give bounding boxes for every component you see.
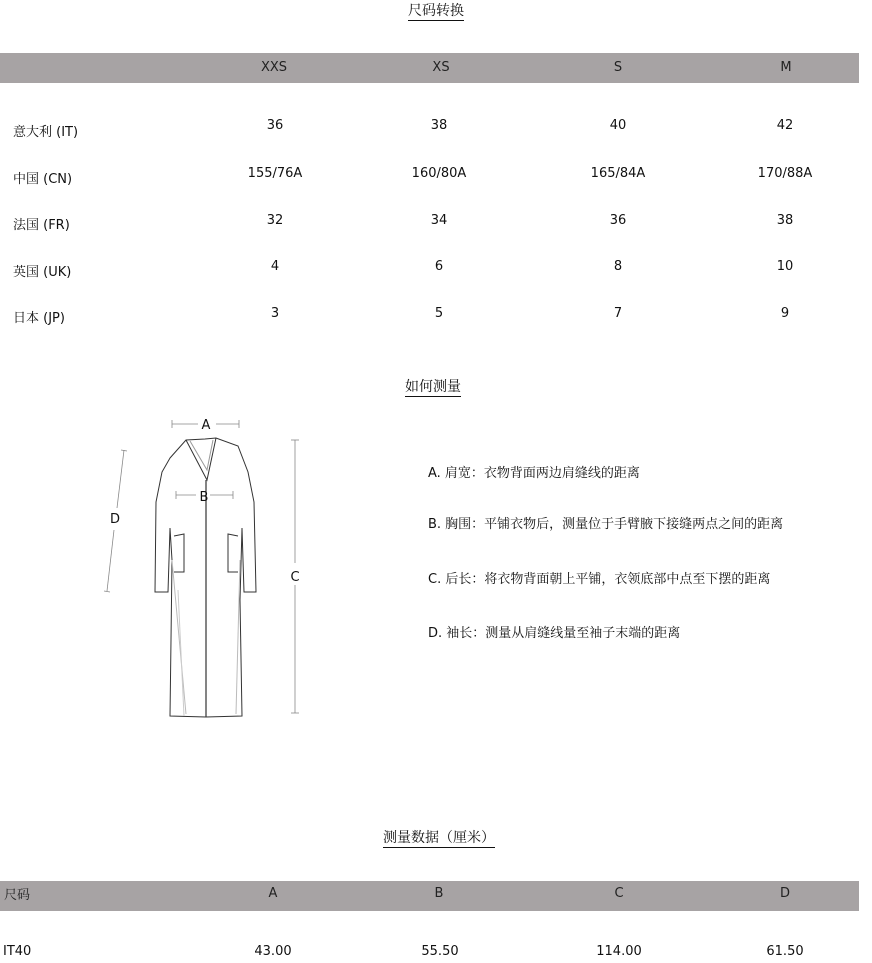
instruction-b: B. 胸围：平铺衣物后，测量位于手臂腋下接缝两点之间的距离 (428, 517, 784, 532)
table-cell: 9 (780, 306, 790, 321)
table-cell: 7 (613, 306, 623, 321)
size-col-xs: XS (432, 60, 450, 75)
row-label-jp: 日本 (JP) (13, 311, 65, 326)
measure-col-d: D (779, 886, 791, 901)
size-conversion-title: 尺码转换 (408, 3, 464, 19)
how-to-measure-title: 如何测量 (405, 379, 461, 395)
table-cell: 38 (430, 118, 448, 133)
coat-measurement-diagram (96, 410, 316, 730)
table-cell: 42 (776, 118, 794, 133)
measure-row-size: IT40 (3, 944, 32, 959)
table-cell: 32 (266, 213, 284, 228)
table-cell: 5 (434, 306, 444, 321)
measure-col-b: B (434, 886, 444, 901)
row-label-cn: 中国 (CN) (13, 172, 73, 187)
table-cell: 4 (270, 259, 280, 274)
table-cell: 160/80A (411, 166, 467, 181)
measure-col-a: A (268, 886, 278, 901)
table-cell: 8 (613, 259, 623, 274)
size-col-xxs: XXS (260, 60, 288, 75)
measurements-header-bar (0, 881, 859, 911)
row-label-uk: 英国 (UK) (13, 265, 72, 280)
table-cell: 43.00 (254, 944, 292, 959)
table-cell: 34 (430, 213, 448, 228)
row-label-fr: 法国 (FR) (13, 218, 70, 233)
table-cell: 155/76A (247, 166, 303, 181)
table-cell: 61.50 (766, 944, 804, 959)
instruction-a: A. 肩宽：衣物背面两边肩缝线的距离 (428, 466, 640, 481)
table-cell: 170/88A (757, 166, 813, 181)
table-cell: 3 (270, 306, 280, 321)
size-header-bar (0, 53, 859, 83)
table-cell: 10 (776, 259, 794, 274)
instruction-c: C. 后长：将衣物背面朝上平铺，衣领底部中点至下摆的距离 (428, 572, 771, 587)
measurements-title: 测量数据（厘米） (383, 830, 495, 846)
label-d: D (109, 512, 121, 527)
table-cell: 38 (776, 213, 794, 228)
label-b: B (199, 490, 209, 505)
measure-col-size: 尺码 (4, 888, 31, 903)
table-cell: 165/84A (590, 166, 646, 181)
table-cell: 36 (266, 118, 284, 133)
pocket-right (228, 534, 238, 572)
measure-col-c: C (614, 886, 624, 901)
table-cell: 36 (609, 213, 627, 228)
table-cell: 55.50 (421, 944, 459, 959)
row-label-it: 意大利 (IT) (13, 125, 79, 140)
size-col-s: S (613, 60, 623, 75)
table-cell: 6 (434, 259, 444, 274)
label-a: A (201, 418, 211, 433)
label-c: C (290, 570, 300, 585)
instruction-d: D. 袖长：测量从肩缝线量至袖子末端的距离 (428, 626, 681, 641)
table-cell: 114.00 (596, 944, 642, 959)
table-cell: 40 (609, 118, 627, 133)
pocket-left (174, 534, 184, 572)
size-col-m: M (780, 60, 792, 75)
